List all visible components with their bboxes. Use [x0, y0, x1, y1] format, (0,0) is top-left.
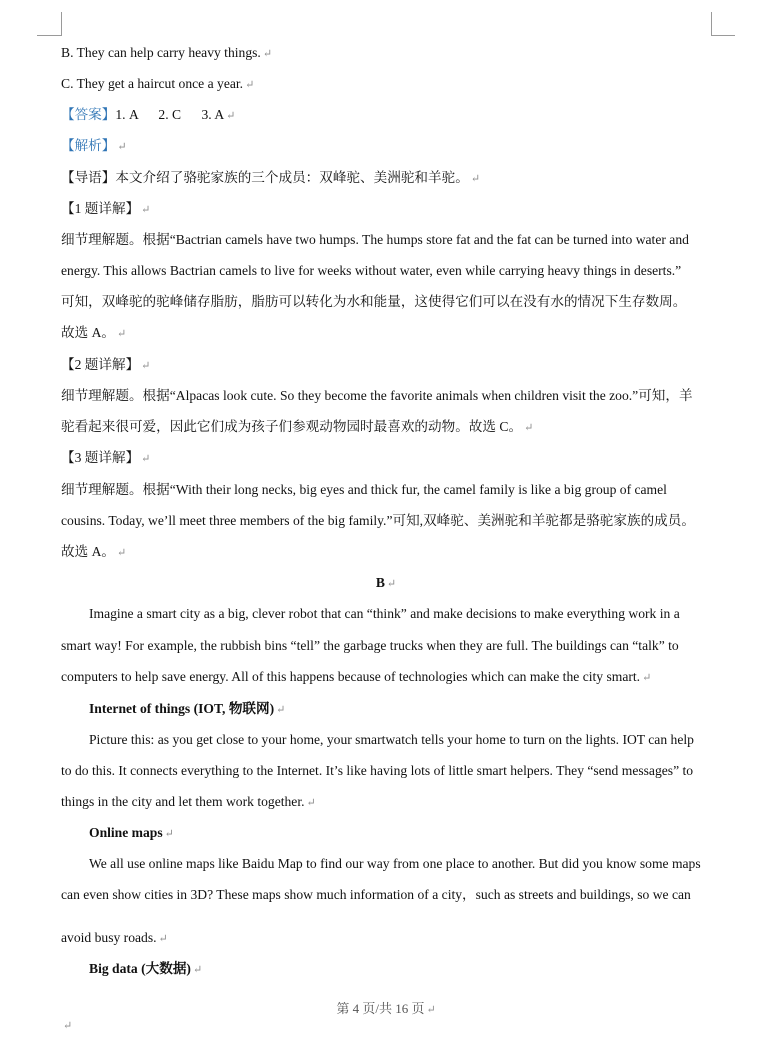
p3-line-2: can even show cities in 3D? These maps show much information of a city，such as streets and buildings, so we can — [61, 887, 691, 902]
q3-line-1: 细节理解题。根据“With their long necks, big eyes and thick fur, the camel family is like a big group of camel — [61, 482, 667, 497]
answer-line: 【答案】1. A 2. C 3. A ↵ — [61, 107, 236, 122]
p1-line-1: Imagine a smart city as a big, clever robot that can “think” and make decisions to make everything work in a — [89, 606, 680, 621]
heading-iot: Internet of things (IOT, 物联网) ↵ — [89, 701, 286, 716]
option-b: B. They can help carry heavy things. ↵ — [61, 45, 273, 60]
answer-values: 1. A 2. C 3. A — [115, 107, 225, 122]
q3-line-2: cousins. Today, we’ll meet three members of the big family.”可知,双峰驼、美洲驼和羊驼都是骆驼家族的成员。 — [61, 513, 695, 528]
p2-line-3: things in the city and let them work together. ↵ — [61, 794, 316, 809]
crop-mark-top-left-v — [61, 12, 62, 36]
q2-line-2: 驼看起来很可爱，因此它们成为孩子们参观动物园时最喜欢的动物。故选 C。 ↵ — [61, 419, 534, 434]
q1-line-3: 可知，双峰驼的驼峰储存脂肪，脂肪可以转化为水和能量，这使得它们可以在没有水的情况下生存数周。 — [61, 294, 687, 309]
page-footer: 第 4 页/共 16 页 ↵ — [336, 1001, 436, 1016]
q1-line-2: energy. This allows Bactrian camels to live for weeks without water, even while carrying heavy things in deserts.” — [61, 263, 682, 278]
p2-line-2: to do this. It connects everything to the Internet. It’s like having lots of little smart helpers. They “send messages” to — [61, 763, 694, 778]
crop-mark-top-right-v — [711, 12, 712, 36]
analysis-label: 【解析】 ↵ — [61, 138, 127, 153]
q1-heading: 【1 题详解】 ↵ — [61, 201, 151, 216]
q2-heading: 【2 题详解】 ↵ — [61, 357, 151, 372]
trailing-paragraph-mark: ↵ — [63, 1020, 73, 1032]
option-c: C. They get a haircut once a year. ↵ — [61, 76, 255, 91]
q3-line-3: 故选 A。 ↵ — [61, 544, 127, 559]
guide-line: 【导语】本文介绍了骆驼家族的三个成员：双峰驼、美洲驼和羊驼。 ↵ — [61, 170, 481, 185]
section-b-title: B ↵ — [375, 575, 397, 590]
crop-mark-top-right-h — [711, 35, 735, 36]
heading-big-data: Big data (大数据) ↵ — [89, 961, 203, 976]
q3-heading: 【3 题详解】 ↵ — [61, 450, 151, 465]
q1-line-4: 故选 A。 ↵ — [61, 325, 127, 340]
p3-line-3: avoid busy roads. ↵ — [61, 930, 168, 945]
p2-line-1: Picture this: as you get close to your home, your smartwatch tells your home to turn on the lights. IOT can help — [89, 732, 694, 747]
p1-line-2: smart way! For example, the rubbish bins “tell” the garbage trucks when they are full. The buildings can “talk” to — [61, 638, 679, 653]
answer-label: 【答案】 — [61, 107, 116, 122]
crop-mark-top-left-h — [37, 35, 61, 36]
p1-line-3: computers to help save energy. All of this happens because of technologies which can make the city smart. ↵ — [61, 669, 652, 684]
q2-line-1: 细节理解题。根据“Alpacas look cute. So they become the favorite animals when children visit the zoo.”可知，羊 — [61, 388, 693, 403]
q1-line-1: 细节理解题。根据“Bactrian camels have two humps. The humps store fat and the fat can be turned into water and — [61, 232, 689, 247]
heading-online-maps: Online maps ↵ — [89, 825, 174, 840]
p3-line-1: We all use online maps like Baidu Map to find our way from one place to another. But did you know some maps — [89, 856, 701, 871]
